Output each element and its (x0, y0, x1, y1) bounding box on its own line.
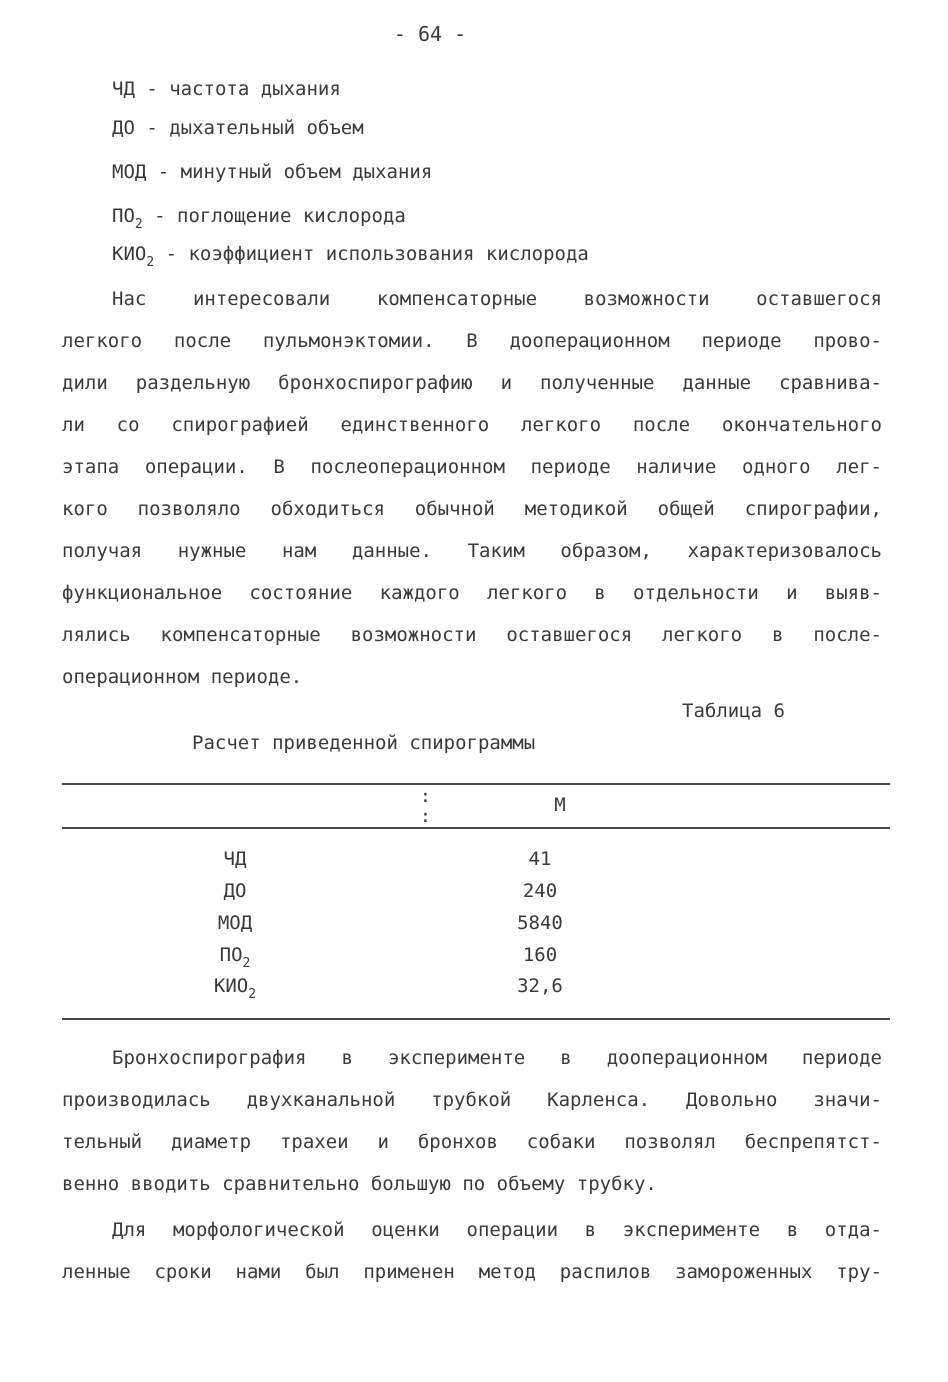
table-row-value: 41 (528, 848, 552, 870)
row-label-text: ПО (219, 944, 243, 966)
text-line: кого позволяло обходиться обычной методикой общей спирографии, (62, 498, 882, 520)
table-bottom-rule (62, 1018, 890, 1020)
text-line: дили раздельную бронхоспирографию и полученные данные сравнива- (62, 372, 882, 394)
text-line: ли со спирографией единственного легкого после окончательного (62, 414, 882, 436)
page-number: - 64 - (393, 22, 467, 46)
definition-item (112, 117, 364, 139)
table-row-label (190, 880, 280, 902)
paragraph (62, 1209, 882, 1293)
definition-subscript: 2 (134, 217, 143, 232)
row-label-subscript: 2 (242, 956, 251, 971)
row-label-subscript: 2 (248, 987, 257, 1002)
definition-abbr: ПО (112, 205, 135, 227)
text-line: лялись компенсаторные возможности оставшегося легкого в после- (62, 624, 882, 646)
text-line: венно вводить сравнительно большую по объему трубку. (62, 1173, 657, 1195)
table-column-separator: : (420, 806, 431, 827)
definition-abbr: ЧД (112, 78, 135, 100)
text-line: производилась двухканальной трубкой Карленса. Довольно значи- (62, 1089, 882, 1111)
definition-abbr: ДО (112, 117, 135, 139)
table-row-label (190, 848, 280, 870)
definition-item (112, 243, 589, 270)
table-row-label (190, 944, 280, 971)
text-line: Для морфологической оценки операции в эксперименте в отда- (112, 1219, 882, 1241)
text-line: операционном периоде. (62, 666, 303, 688)
table-top-rule (62, 783, 890, 785)
definition-text: - коэффициент использования кислорода (154, 243, 589, 265)
table-row-value: 5840 (517, 912, 563, 934)
text-line: Нас интересовали компенсаторные возможности оставшегося (112, 288, 882, 310)
table-row-label (190, 912, 280, 934)
text-line: легкого после пульмонэктомии. В дооперационном периоде прово- (62, 330, 882, 352)
text-line: получая нужные нам данные. Таким образом, характеризовалось (62, 540, 882, 562)
definition-subscript: 2 (146, 255, 155, 270)
definition-item (112, 161, 432, 183)
row-label-text: ДО (223, 880, 247, 902)
table-column-separator: : (420, 786, 431, 807)
definition-abbr: МОД (112, 161, 147, 183)
paragraph (62, 278, 882, 698)
table-label: Таблица 6 (682, 700, 785, 722)
table-title: Расчет приведенной спирограммы (192, 732, 536, 754)
table-header-rule (62, 827, 890, 829)
row-label-text: ЧД (223, 848, 247, 870)
text-line: ленные сроки нами был применен метод распилов замороженных тру- (62, 1261, 882, 1283)
table-row-value: 240 (522, 880, 558, 902)
paragraph (62, 1037, 882, 1205)
table-row-label (190, 975, 280, 1002)
row-label-text: МОД (217, 912, 253, 934)
definition-abbr: КИО (112, 243, 147, 265)
definition-item (112, 205, 406, 232)
text-line: тельный диаметр трахеи и бронхов собаки позволял беспрепятст- (62, 1131, 882, 1153)
definition-item (112, 78, 341, 100)
definition-text: - минутный объем дыхания (146, 161, 433, 183)
definition-text: - частота дыхания (134, 78, 341, 100)
table-column-header: М (554, 794, 566, 816)
definition-text: - поглощение кислорода (142, 205, 406, 227)
text-line: Бронхоспирография в эксперименте в дооперационном периоде (112, 1047, 882, 1069)
row-label-text: КИО (213, 975, 249, 997)
table-row-value: 32,6 (517, 975, 563, 997)
text-line: этапа операции. В послеоперационном периоде наличие одного лег- (62, 456, 882, 478)
definition-text: - дыхательный объем (134, 117, 364, 139)
table-row-value: 160 (522, 944, 558, 966)
text-line: функциональное состояние каждого легкого в отдельности и выяв- (62, 582, 882, 604)
